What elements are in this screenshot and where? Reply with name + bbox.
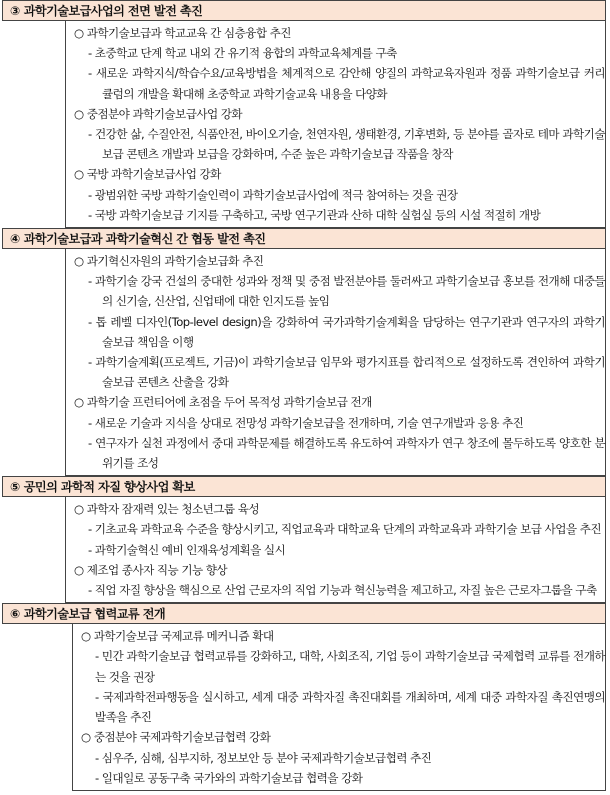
- list-item: [81, 626, 605, 646]
- item-text: 과기혁신자원의 과학기술보급화 추진: [86, 254, 264, 269]
- sub-item: - 과학기술 강국 건설의 중대한 성과와 정책 및 중점 발전분야를 둘러싸고 과학기술보급 홍보를 전개해 대중들의 신기술, 신산업, 신업태에 대한 인지도를 높임: [88, 274, 605, 309]
- section-title: 과학기술보급과 과학기술혁신 간 협동 발전 촉진: [23, 232, 266, 247]
- sub-item: - 직업 자질 향상을 핵심으로 산업 근로자의 직업 기능과 혁신능력을 제고하고, 자질 높은 근로자그룹을 구축: [88, 583, 597, 598]
- document-page: [2, 0, 606, 791]
- item-text: 국방 과학기술보급사업 강화: [86, 167, 221, 182]
- sub-item: - 민간 과학기술보급 협력교류를 강화하고, 대학, 사회조직, 기업 등이 과학기술보급 국제협력 교류를 전개하는 것을 권장: [95, 649, 605, 684]
- section-number: ④: [10, 231, 20, 246]
- section-heading: [2, 228, 606, 249]
- list-item: [74, 499, 605, 519]
- bullet-icon: ○: [74, 167, 84, 182]
- bullet-icon: ○: [81, 730, 91, 745]
- sub-item: - 기초교육 과학교육 수준을 향상시키고, 직업교육과 대학교육 단계의 과학교육과 과학기술 보급 사업을 추진: [88, 522, 601, 537]
- section-title: 공민의 과학적 자질 향상사업 확보: [23, 480, 195, 495]
- sub-item: - 건강한 삶, 수질안전, 식품안전, 바이오기술, 천연자원, 생태환경, 기후변화, 등 분야를 골자로 테마 과학기술보급 콘텐츠 개발과 보급을 강화하며, 수준 높은 과학기술보급 작품을 창작: [88, 127, 605, 162]
- list-item: [74, 251, 605, 271]
- sub-item: - 과학기술계획(프로젝트, 기금)이 과학기술보급 임무와 평가지표를 합리적으로 설정하도록 견인하여 과학기술보급 콘텐츠 산출을 강화: [88, 355, 605, 390]
- item-text: 과학기술보급 국제교류 메커니즘 확대: [93, 629, 274, 644]
- section-body: [65, 249, 606, 476]
- section-number: ③: [10, 3, 20, 18]
- bullet-icon: ○: [74, 562, 84, 577]
- sub-item: - 국제과학전파행동을 실시하고, 세계 대중 과학자질 촉진대회를 개최하며, 세계 대중 과학자질 촉진연맹의 발족을 추진: [95, 689, 605, 725]
- sub-item: - 초중학교 단계 학교 내외 간 유기적 융합의 과학교육체계를 구축: [88, 46, 397, 61]
- list-item: [74, 392, 605, 412]
- sub-item: - 톱 레벨 디자인(Top-level design)을 강화하여 국가과학기술계획을 담당하는 연구기관과 연구자의 과학기술보급 책임을 이행: [88, 314, 605, 349]
- list-item: [74, 23, 605, 43]
- section-heading: [2, 0, 606, 21]
- bullet-icon: ○: [74, 395, 84, 410]
- section-title: 과학기술보급 협력교류 전개: [23, 607, 166, 622]
- sub-item: - 광범위한 국방 과학기술인력이 과학기술보급사업에 적극 참여하는 것을 권장: [88, 187, 458, 202]
- sub-item: - 심우주, 심해, 심부지하, 정보보안 등 분야 국제과학기술보급협력 추진: [95, 750, 432, 765]
- section-body: [65, 21, 606, 228]
- item-text: 과학기술 프런티어에 초점을 두어 목적성 과학기술보급 전개: [86, 395, 372, 410]
- section-heading: [2, 476, 606, 497]
- section-body: [65, 497, 606, 603]
- bullet-icon: ○: [74, 254, 84, 269]
- item-text: 과학기술보급과 학교교육 간 심층융합 추진: [86, 26, 291, 40]
- section-number: ⑤: [10, 479, 20, 494]
- item-text: 과학자 잠재력 있는 청소년그룹 육성: [86, 502, 260, 517]
- bullet-icon: ○: [74, 106, 84, 121]
- list-item: [81, 727, 605, 747]
- sub-item: - 새로운 기술과 지식을 상대로 전망성 과학기술보급을 전개하며, 기술 연구개발과 응용 추진: [88, 415, 524, 430]
- list-item: [74, 560, 605, 580]
- sub-item: - 새로운 과학지식/학습수요/교육방법을 체계적으로 감안해 양질의 과학교육자원과 정품 과학기술보급 커리큘럼의 개발을 확대해 초중학교 과학기술교육 내용을 다양화: [88, 66, 605, 101]
- section-heading: [2, 603, 606, 624]
- section-body: [72, 624, 606, 791]
- list-item: [74, 104, 605, 124]
- bullet-icon: ○: [74, 26, 84, 40]
- bullet-icon: ○: [74, 502, 84, 517]
- list-item: [74, 164, 605, 184]
- section-number: ⑥: [10, 606, 20, 621]
- sub-item: - 연구자가 실천 과정에서 중대 과학문제를 해결하도록 유도하여 과학자가 연구 창조에 몰두하도록 양호한 분위기를 조성: [88, 435, 605, 471]
- item-text: 제조업 종사자 직능 기능 향상: [86, 562, 228, 577]
- sub-item: - 일대일로 공동구축 국가와의 과학기술보급 협력을 강화: [95, 770, 363, 785]
- sub-item: - 국방 과학기술보급 기지를 구축하고, 국방 연구기관과 산하 대학 실험실 등의 시설 적절히 개방: [88, 207, 541, 222]
- bullet-icon: ○: [81, 629, 91, 644]
- item-text: 중점분야 과학기술보급사업 강화: [86, 106, 243, 121]
- item-text: 중점분야 국제과학기술보급협력 강화: [93, 730, 271, 745]
- section-title: 과학기술보급사업의 전면 발전 촉진: [23, 4, 203, 18]
- sub-item: - 과학기술혁신 예비 인재육성계획을 실시: [88, 542, 286, 557]
